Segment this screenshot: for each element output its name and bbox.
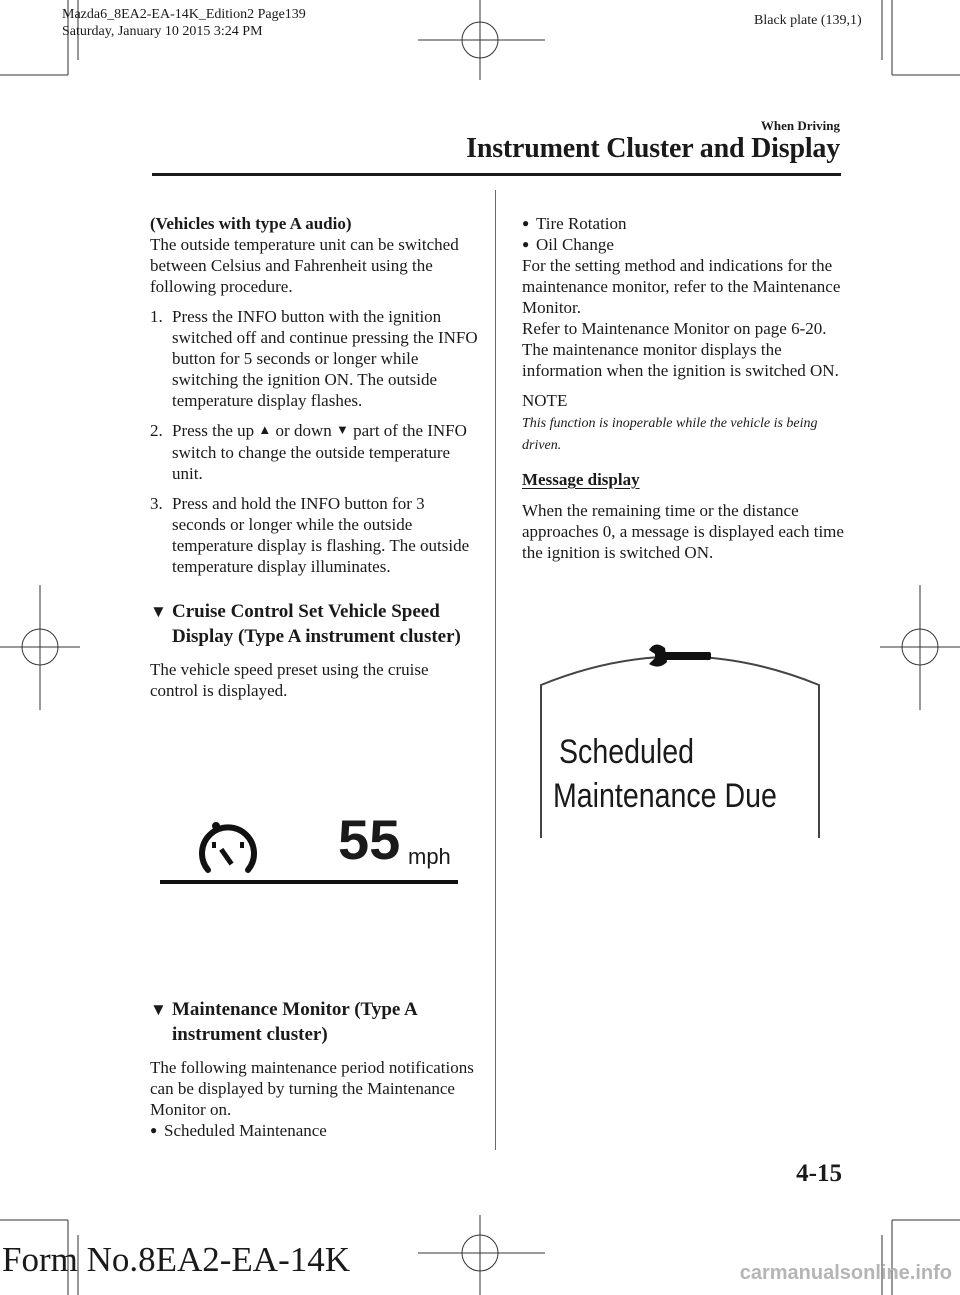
column-divider [495, 190, 496, 1150]
setting-paragraph: For the setting method and indications for the maintenance monitor, refer to the Maintenance Monitor. [522, 256, 841, 317]
left-column [150, 213, 480, 701]
heading-marker-icon: ▼ [150, 1000, 167, 1019]
section-label: When Driving [760, 118, 840, 133]
procedure-step-3 [150, 493, 480, 577]
registration-target-top [418, 0, 545, 80]
list-item-text: Oil Change [536, 235, 614, 254]
maintenance-heading [150, 997, 480, 1047]
step-text: Press the INFO button with the ignition switched off and continue pressing the INFO button for 5 seconds or longer while switching the ignition ON. The outside temperature display flashes. [172, 307, 478, 410]
page-title: Instrument Cluster and Display [466, 133, 840, 164]
page-number: 4-15 [796, 1160, 842, 1187]
down-triangle-icon: ▼ [336, 422, 349, 437]
vehicles-label: (Vehicles with type A audio) [150, 214, 352, 233]
step-text-pre: Press the up [172, 421, 255, 440]
registration-target-left [0, 585, 80, 710]
up-triangle-icon: ▲ [258, 422, 272, 437]
refer-paragraph: Refer to Maintenance Monitor on page 6-20. [522, 319, 827, 338]
note-text: This function is inoperable while the vehicle is being driven. [522, 416, 818, 453]
print-date-line: Saturday, January 10 2015 3:24 PM [62, 24, 263, 39]
plate-label: Black plate (139,1) [754, 13, 862, 28]
step-text-mid: or down [275, 421, 332, 440]
message-display-heading: Message display [522, 470, 640, 489]
cruise-paragraph: The vehicle speed preset using the cruise control is displayed. [150, 660, 429, 700]
list-item [150, 1120, 480, 1141]
registration-target-right [880, 585, 960, 710]
procedure-step-1 [150, 306, 480, 411]
cruise-heading-text: Cruise Control Set Vehicle Speed Display (Type A instrument cluster) [172, 601, 461, 647]
cruise-speed-display [160, 808, 460, 892]
heading-marker-icon: ▼ [150, 602, 167, 621]
form-number: Form No.8EA2-EA-14K [2, 1240, 351, 1279]
print-info [62, 6, 306, 40]
intro-paragraph: The outside temperature unit can be switched between Celsius and Fahrenheit using the following procedure. [150, 235, 459, 296]
bullet-icon: ● [522, 216, 530, 230]
set-speed-unit: mph [408, 844, 451, 869]
step-text: Press and hold the INFO button for 3 seconds or longer while the outside temperature display is flashing. The outside temperature display illuminates. [172, 494, 470, 576]
header-rule [152, 173, 841, 176]
list-item-text: Scheduled Maintenance [164, 1121, 327, 1140]
message-paragraph: When the remaining time or the distance approaches 0, a message is displayed each time the ignition is switched ON. [522, 501, 844, 562]
procedure-step-2 [150, 420, 480, 484]
wrench-icon [645, 640, 715, 674]
maintenance-section [150, 997, 480, 1141]
list-item-text: Tire Rotation [536, 214, 627, 233]
displays-paragraph: The maintenance monitor displays the information when the ignition is switched ON. [522, 340, 839, 380]
bullet-icon: ● [150, 1123, 158, 1137]
maintenance-heading-text: Maintenance Monitor (Type A instrument cluster) [172, 999, 417, 1045]
step-number: 2. [150, 421, 163, 440]
set-speed-value: 55 [338, 808, 401, 871]
list-item [522, 213, 844, 234]
bullet-icon: ● [522, 237, 530, 251]
list-item [522, 234, 844, 255]
registration-target-bottom [418, 1215, 545, 1295]
cruise-heading [150, 599, 480, 649]
step-number: 3. [150, 494, 163, 513]
step-number: 1. [150, 307, 163, 326]
watermark: carmanualsonline.info [739, 1262, 952, 1284]
step-text-post: part of the INFO switch to change the outside temperature unit. [172, 421, 467, 483]
maintenance-line-1: Scheduled [559, 733, 694, 771]
print-file-line: Mazda6_8EA2-EA-14K_Edition2 Page139 [62, 7, 306, 22]
maintenance-display [535, 640, 825, 840]
maintenance-paragraph: The following maintenance period notifications can be displayed by turning the Maintenance Monitor on. [150, 1058, 474, 1119]
right-column [522, 213, 844, 563]
note-title: NOTE [522, 391, 568, 410]
maintenance-line-2: Maintenance Due [553, 777, 777, 815]
